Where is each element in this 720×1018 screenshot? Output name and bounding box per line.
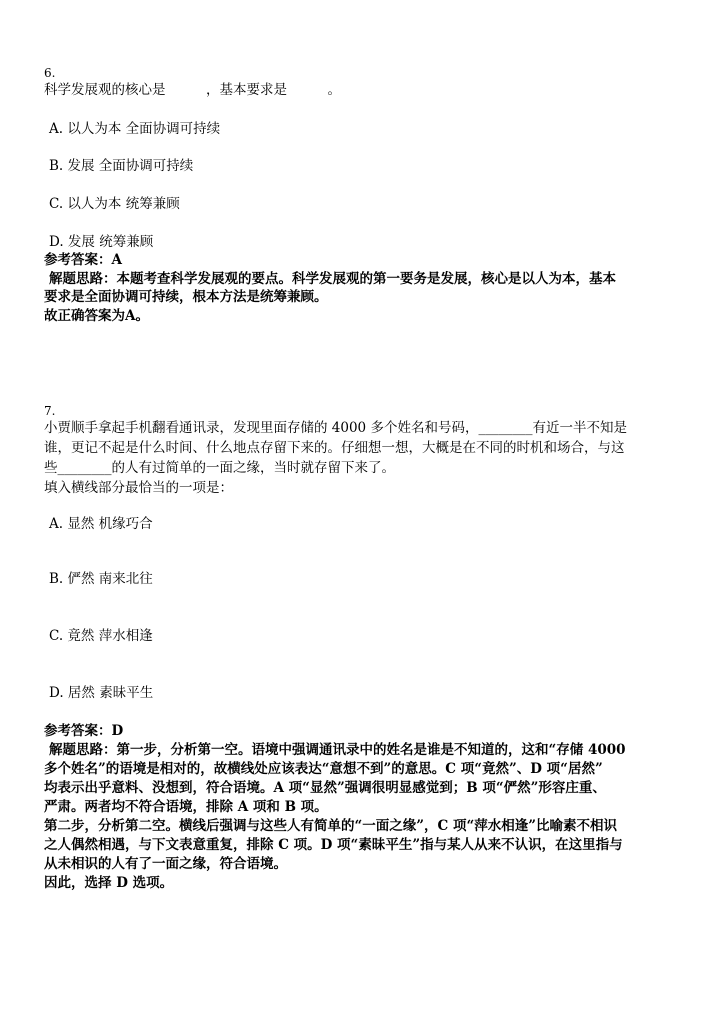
question-7-option-a: A. 显然 机缘巧合 [49,516,153,532]
question-7-number: 7. [44,404,56,418]
question-7-analysis-line: 之人偶然相遇，与下文表意重复，排除 C 项。D 项“素昧平生”指与某人从来不认识，在这里指与 [44,837,623,853]
question-6-number: 6. [44,66,56,80]
question-7-analysis-line: 均表示出乎意料、没想到，符合语境。A 项“显然”强调很明显感觉到；B 项“俨然”形容庄重、 [44,780,606,796]
question-7-prompt: 填入横线部分最恰当的一项是： [44,480,233,496]
question-6-option-d: D. 发展 统筹兼顾 [49,234,154,250]
question-6-analysis-line: 故正确答案为A。 [44,308,149,324]
question-7-option-b: B. 俨然 南来北往 [49,571,153,587]
question-6-analysis-line: 解题思路：本题考查科学发展观的要点。科学发展观的第一要务是发展，核心是以人为本，基本 [49,271,616,287]
question-7-answer: 参考答案：D [44,723,124,739]
question-7-analysis-line: 解题思路：第一步，分析第一空。语境中强调通讯录中的姓名是谁是不知道的，这和“存储 4000 [49,742,626,758]
question-7-analysis-line: 从未相识的人有了一面之缘，符合语境。 [44,856,287,872]
question-7-stem-line: 谁，更记不起是什么时间、什么地点存留下来的。仔细想一想，大概是在不同的时机和场合，与这 [44,440,625,456]
question-6-analysis-line: 要求是全面协调可持续，根本方法是统筹兼顾。 [44,289,328,305]
question-7-analysis-line: 多个姓名”的语境是相对的，故横线处应该表达“意想不到”的意思。C 项“竟然”、D 项“居然” [44,761,603,777]
question-7-stem-line: 些________的人有过简单的一面之缘，当时就存留下来了。 [44,460,395,476]
question-7-analysis-line: 因此，选择 D 选项。 [44,875,174,891]
question-6-option-b: B. 发展 全面协调可持续 [49,158,194,174]
question-7-analysis-line: 第二步，分析第二空。横线后强调与这些人有简单的“一面之缘”，C 项“萍水相逢”比喻素不相识 [44,818,618,834]
question-6-option-c: C. 以人为本 统筹兼顾 [49,196,180,212]
question-7-stem-line: 小贾顺手拿起手机翻看通讯录，发现里面存储的 4000 多个姓名和号码，________有近一半不知是 [44,420,627,436]
question-7-option-d: D. 居然 素昧平生 [49,685,154,701]
question-6-option-a: A. 以人为本 全面协调可持续 [49,121,221,137]
question-6-stem: 科学发展观的核心是 ，基本要求是 。 [44,82,341,98]
question-6-answer: 参考答案：A [44,252,122,268]
question-7-analysis-line: 严肃。两者均不符合语境，排除 A 项和 B 项。 [44,799,328,815]
question-7-option-c: C. 竟然 萍水相逢 [49,628,153,644]
